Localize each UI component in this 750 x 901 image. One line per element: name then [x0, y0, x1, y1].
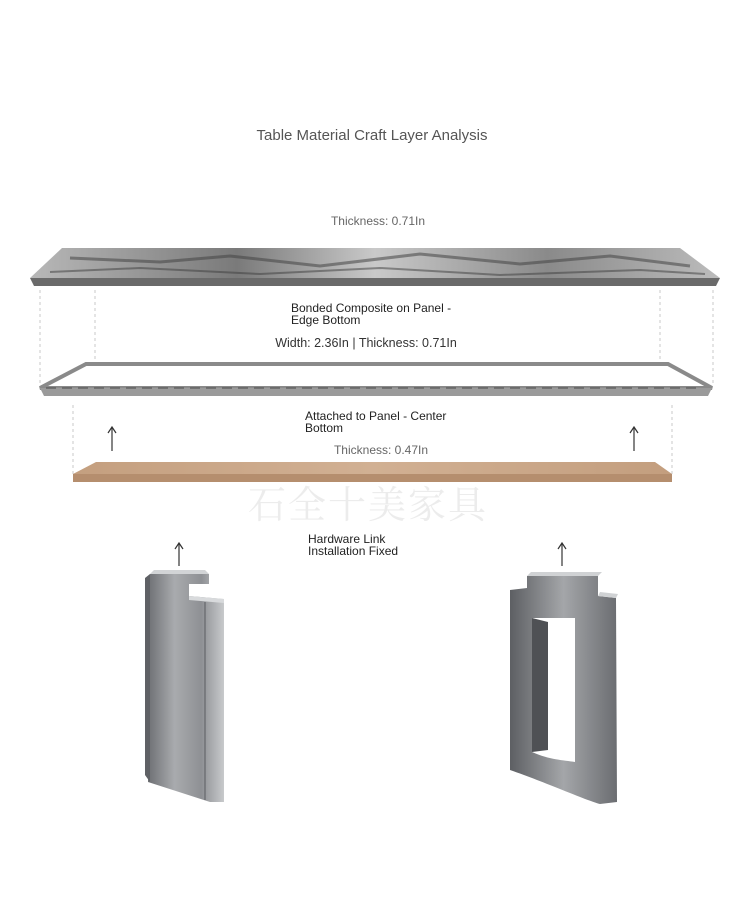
metal-legs-description-line-2: Installation Fixed — [308, 544, 399, 558]
wood-panel-description-line-2: Bottom — [305, 421, 344, 435]
stone-tabletop — [30, 248, 720, 286]
up-arrow-icon — [630, 427, 638, 451]
metal-legs-description-line-1: Hardware Link — [308, 532, 386, 546]
up-arrow-icon — [175, 543, 183, 566]
left-metal-leg — [145, 570, 224, 802]
wood-panel-thickness-label: Thickness: 0.47In — [333, 443, 429, 457]
diagram-title: Table Material Craft Layer Analysis — [256, 127, 488, 144]
edge-frame-description-line-1: Bonded Composite on Panel - — [291, 301, 452, 315]
wood-panel — [73, 462, 672, 482]
guide-lines — [40, 290, 713, 476]
right-metal-leg — [510, 572, 618, 804]
edge-frame-dimension-label: Width: 2.36In | Thickness: 0.71In — [275, 336, 457, 350]
edge-frame-description-line-2: Edge Bottom — [291, 313, 361, 327]
arrow-icons — [108, 427, 638, 566]
stone-top-thickness-label: Thickness: 0.71In — [330, 214, 426, 228]
up-arrow-icon — [108, 427, 116, 451]
wood-panel-description-line-1: Attached to Panel - Center — [305, 409, 447, 423]
edge-frame — [40, 364, 712, 396]
watermark: 石全十美家具 — [248, 483, 489, 527]
up-arrow-icon — [558, 543, 566, 566]
